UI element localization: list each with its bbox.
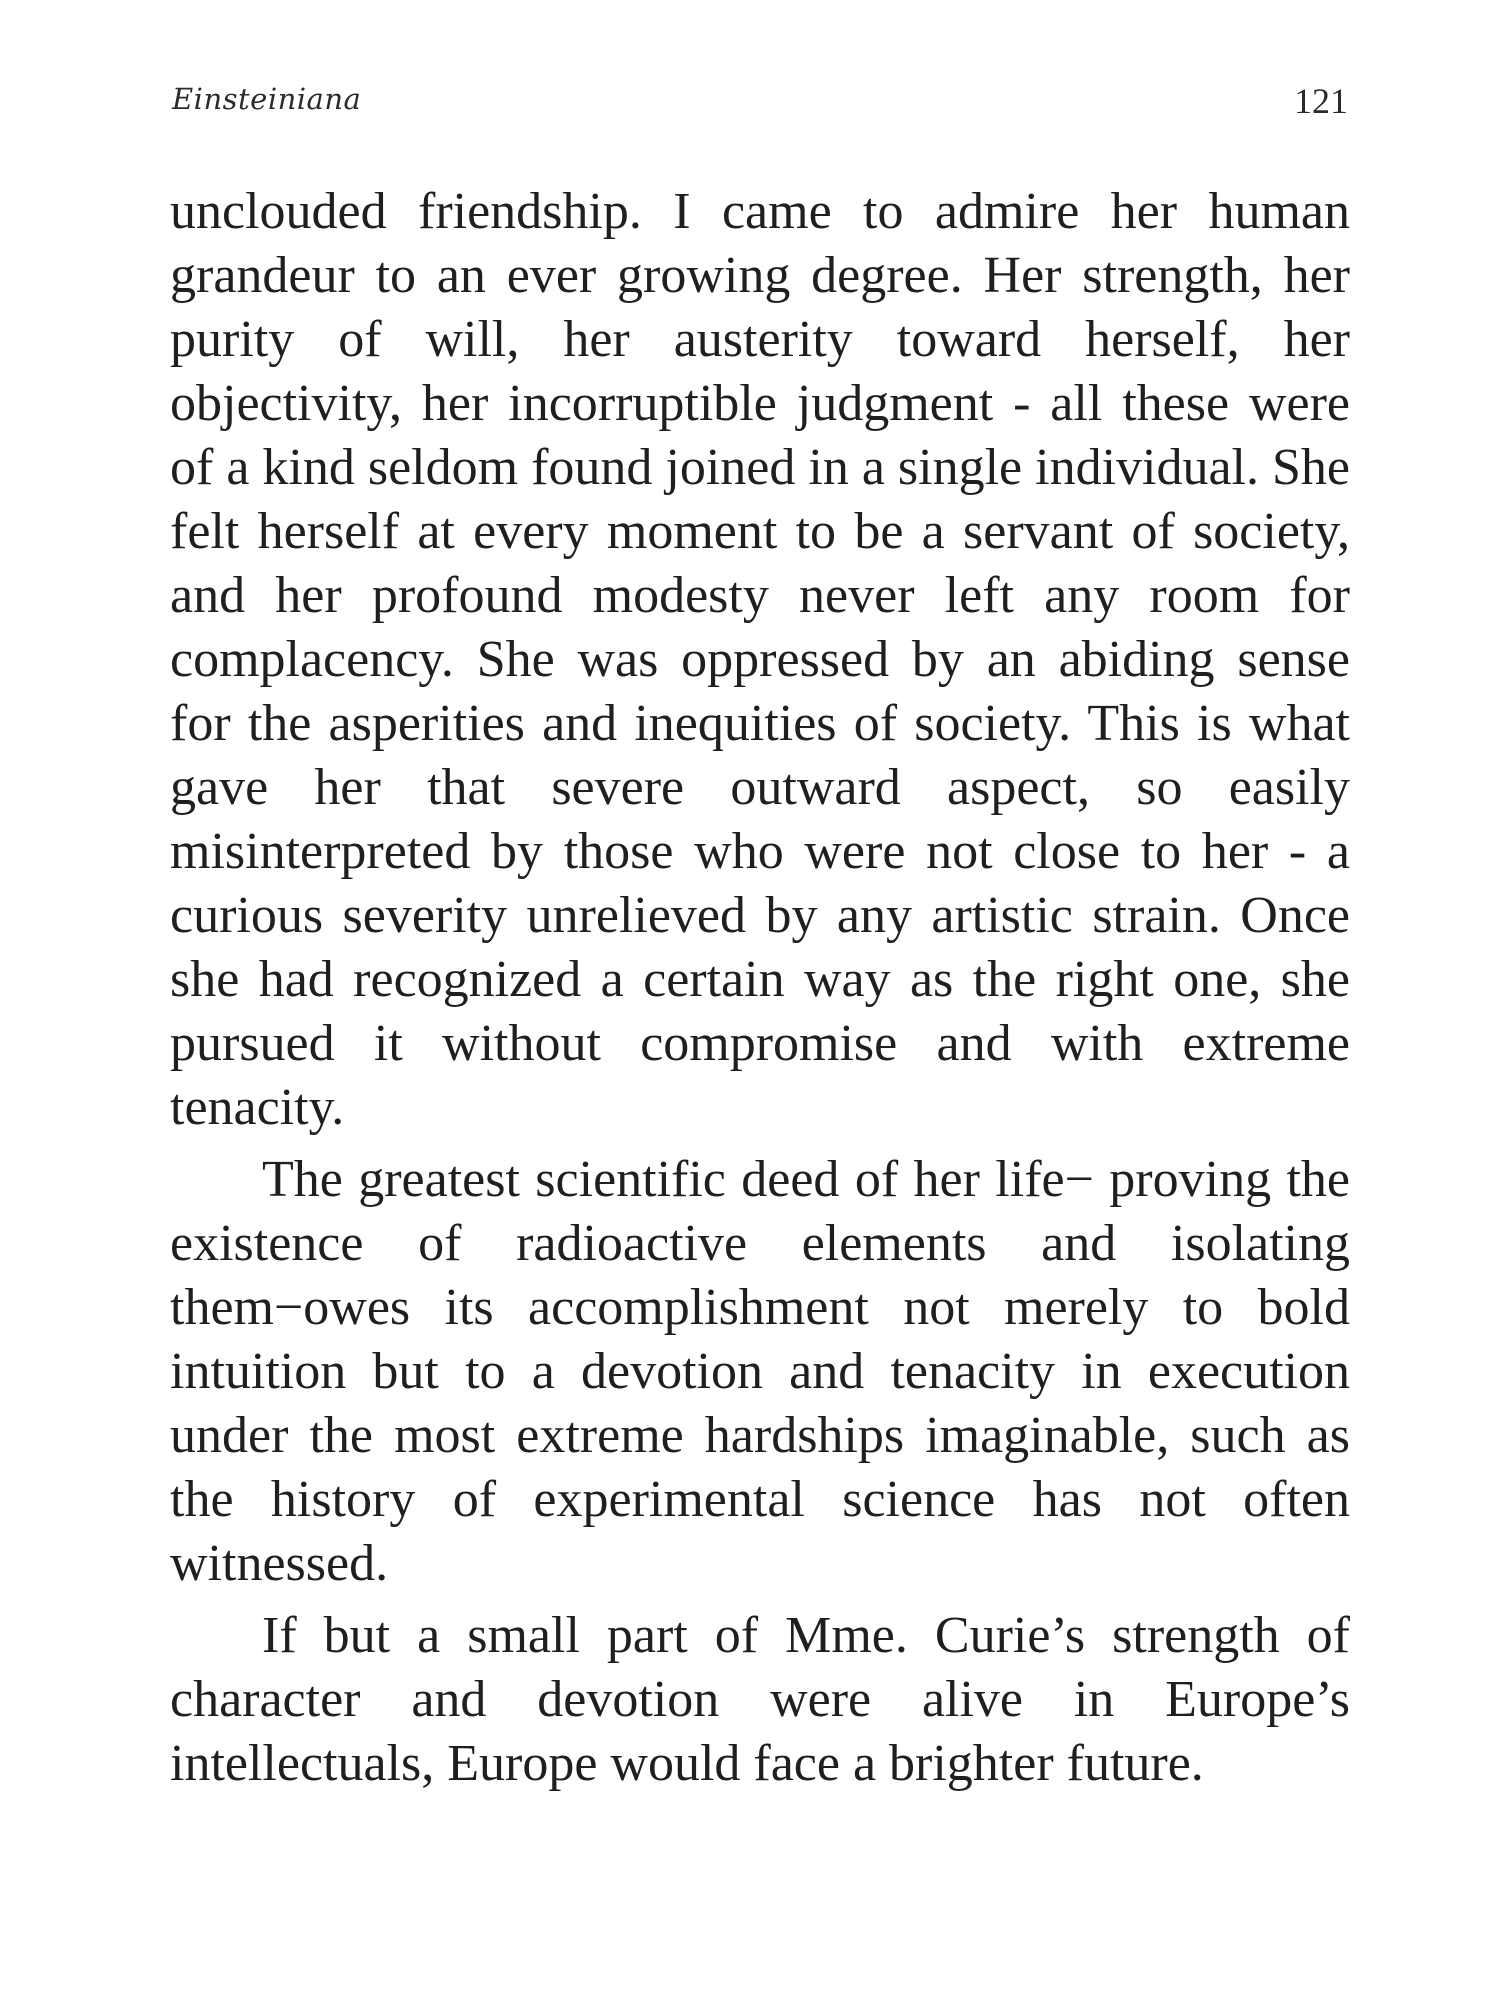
page-number: 121 — [1294, 81, 1348, 121]
paragraph-continued: unclouded friendship. I came to admire her human grandeur to an ever growing degree. Her strength, her purity of will, her austerity toward herself, her objectivity, her incorruptible judgment - all these were of a kind seldom found joined in a single individual. She felt herself at every moment to be a servant of society, and her profound modesty never left any room for complacency. She was oppressed by an abiding sense for the asperities and inequities of society. This is what gave her that severe outward aspect, so easily misinterpreted by those who were not close to her - a curious severity unrelieved by any artistic strain. Once she had recognized a certain way as the right one, she pursued it without compromise and with extreme tenacity. — [170, 183, 1350, 1136]
paragraph-europe-future: If but a small part of Mme. Curie’s strength of character and devotion were alive in Europe’s intellectuals, Europe would face a brighter future. — [170, 1607, 1350, 1792]
running-head-title: Einsteiniana — [172, 82, 362, 116]
paragraph-scientific-deed: The greatest scientific deed of her life− proving the existence of radioactive elements and isolating them−owes its accomplishment not merely to bold intuition but to a devotion and tenacity in execution under the most extreme hardships imaginable, such as the history of experimental science has not often witnessed. — [170, 1151, 1350, 1592]
body-text — [170, 180, 1350, 1796]
